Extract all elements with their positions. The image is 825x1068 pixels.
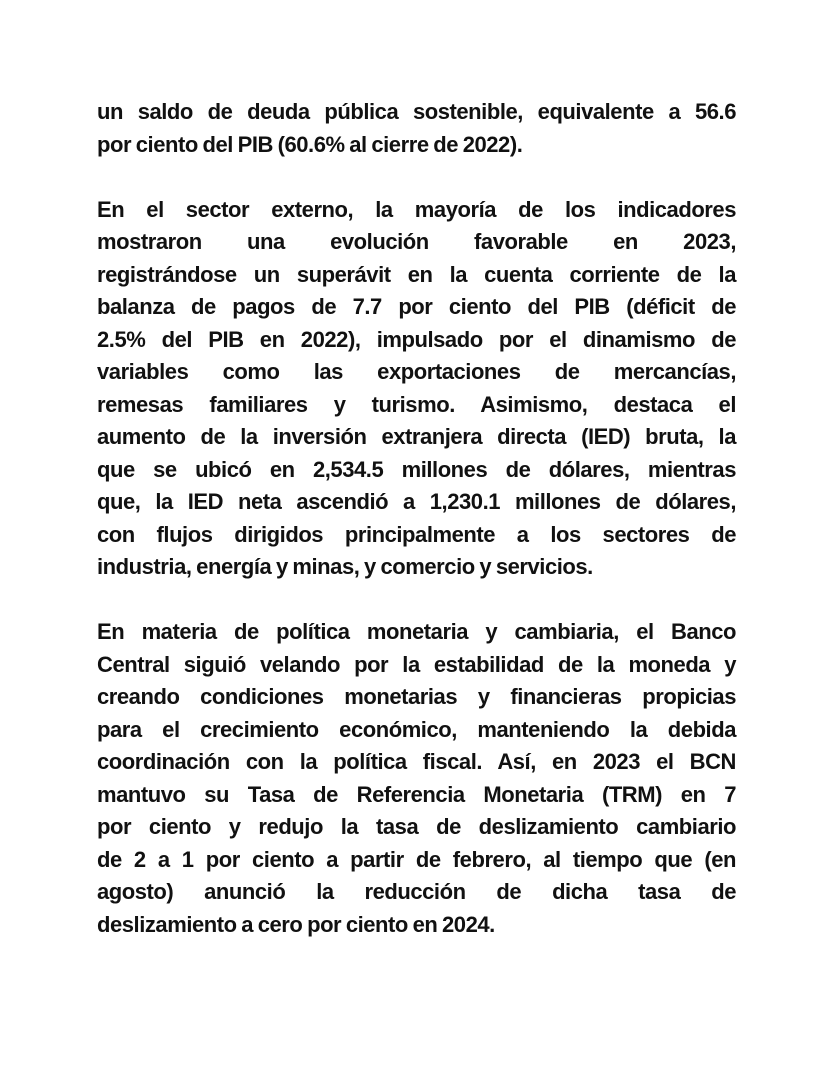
text-line: deslizamiento a cero por ciento en 2024. [97, 911, 495, 937]
text-line: que, la IED neta ascendió a 1,230.1 millones de dólares, [97, 489, 736, 514]
paragraph-public-debt [97, 96, 736, 161]
text-line: un saldo de deuda pública sostenible, equivalente a 56.6 [97, 99, 736, 124]
text-line: aumento de la inversión extranjera directa (IED) bruta, la [97, 424, 736, 449]
text-line: creando condiciones monetarias y financieras propicias [97, 684, 736, 709]
text-line: por ciento y redujo la tasa de deslizamiento cambiario [97, 814, 736, 839]
text-line: que se ubicó en 2,534.5 millones de dólares, mientras [97, 456, 736, 482]
text-line: Central siguió velando por la estabilidad de la moneda y [97, 651, 736, 677]
text-line: mostraron una evolución favorable en 2023, [97, 229, 736, 254]
paragraph-monetary-policy [97, 616, 736, 941]
text-line: para el crecimiento económico, manteniendo la debida [97, 716, 736, 742]
text-line: de 2 a 1 por ciento a partir de febrero, al tiempo que (en [97, 846, 736, 872]
text-line: por ciento del PIB (60.6% al cierre de 2022). [97, 131, 523, 157]
document-page [97, 96, 736, 941]
text-line: agosto) anunció la reducción de dicha tasa de [97, 879, 736, 904]
text-line: En materia de política monetaria y cambiaria, el Banco [97, 619, 736, 644]
text-line: registrándose un superávit en la cuenta corriente de la [97, 261, 736, 287]
text-line: balanza de pagos de 7.7 por ciento del PIB (déficit de [97, 294, 736, 319]
text-line: En el sector externo, la mayoría de los indicadores [97, 196, 736, 222]
text-line: variables como las exportaciones de mercancías, [97, 359, 736, 384]
text-line: remesas familiares y turismo. Asimismo, destaca el [97, 391, 736, 417]
text-line: coordinación con la política fiscal. Así, en 2023 el BCN [97, 749, 736, 774]
text-line: con flujos dirigidos principalmente a los sectores de [97, 521, 736, 547]
text-line: industria, energía y minas, y comercio y servicios. [97, 554, 593, 579]
text-line: mantuvo su Tasa de Referencia Monetaria (TRM) en 7 [97, 781, 736, 807]
paragraph-external-sector [97, 194, 736, 584]
text-line: 2.5% del PIB en 2022), impulsado por el dinamismo de [97, 326, 736, 352]
